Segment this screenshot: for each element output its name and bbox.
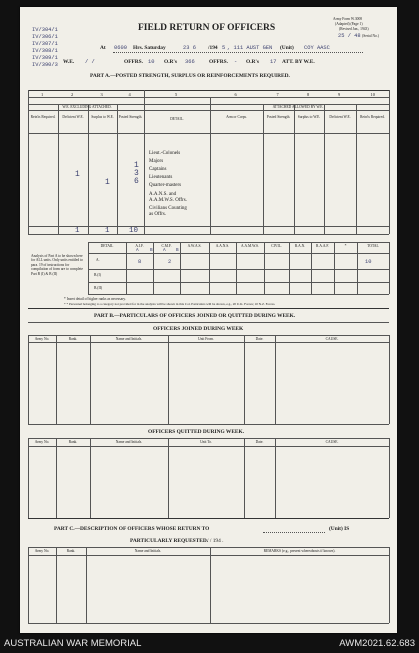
column-number: 8 bbox=[307, 92, 310, 97]
rank-label: Lieut.-Colonels bbox=[149, 151, 181, 156]
rank-label: as Offrs. bbox=[149, 212, 167, 217]
offrs-label: OFFRS. bbox=[124, 59, 144, 65]
column-header: Name and Initials. bbox=[134, 549, 162, 553]
column-header: Posted Strength. bbox=[266, 115, 291, 119]
unit-label: (Unit) bbox=[280, 45, 294, 51]
at-label: At bbox=[100, 45, 106, 51]
column-header: Rein'ts Required. bbox=[360, 115, 385, 119]
column-header: Deficient W.E. bbox=[62, 115, 84, 119]
form-title: FIELD RETURN OF OFFICERS bbox=[138, 23, 276, 33]
column-number: 1 bbox=[41, 92, 44, 97]
part-a-title: PART A.—POSTED STRENGTH, SURPLUS OR REINFORCEMENTS REQUIRED. bbox=[90, 73, 290, 79]
column-header: Deficient W.E. bbox=[329, 115, 351, 119]
year-label: /194 bbox=[208, 45, 218, 51]
column-header: Arm or Corps. bbox=[226, 115, 247, 119]
aif-letter-a: A bbox=[136, 248, 139, 253]
army-form-number: Army Form W.3008 bbox=[333, 17, 363, 21]
offrs-value: 10 bbox=[148, 59, 155, 65]
column-number: 4 bbox=[128, 92, 131, 97]
posted-value: 3 bbox=[134, 169, 139, 178]
analysis-header: A.I.F. bbox=[135, 244, 144, 248]
aif-value: 8 bbox=[138, 259, 142, 265]
footer-bar bbox=[0, 635, 419, 653]
column-header: Posted Strength. bbox=[118, 115, 143, 119]
revised-note: (Revised Jan., 1943) bbox=[339, 27, 369, 31]
total-deficient: 1 bbox=[75, 227, 80, 235]
att-label: ATT. BY W.E. bbox=[282, 59, 315, 65]
column-header: Army No. bbox=[34, 440, 50, 444]
analysis-header: A.A.M.W.S. bbox=[241, 244, 259, 248]
cmf-value: 2 bbox=[168, 259, 172, 265]
adapted-note: (Adapted) (Page 1) bbox=[335, 22, 363, 26]
we-value: / / bbox=[85, 59, 95, 65]
rank-label: Quarter-masters bbox=[149, 183, 182, 188]
stamp-line: IV/306/1 bbox=[32, 34, 58, 40]
analysis-header: TOTAL bbox=[367, 244, 379, 248]
group-we-excluding: W.E. EXCLUDING ATTACHED. bbox=[62, 105, 112, 109]
column-number: 5 bbox=[175, 92, 178, 97]
cmf-letter-b: B bbox=[176, 248, 179, 253]
ors2-label: O.R's bbox=[246, 59, 260, 65]
column-header: Rein'ts Required. bbox=[30, 115, 56, 119]
total-posted: 10 bbox=[129, 227, 139, 235]
quitted-title: OFFICERS QUITTED DURING WEEK. bbox=[148, 429, 245, 435]
column-header: Unit From. bbox=[198, 337, 214, 341]
ors-label: O.R's bbox=[164, 59, 178, 65]
analysis-header: A.W.A.S. bbox=[187, 244, 202, 248]
posted-value: 6 bbox=[134, 177, 139, 186]
column-header: Date. bbox=[255, 440, 264, 444]
form-sheet bbox=[20, 7, 397, 633]
analysis-total: 10 bbox=[365, 259, 372, 265]
column-header: CAUSE. bbox=[325, 440, 339, 444]
column-header: DETAIL. bbox=[170, 117, 184, 121]
footnote-1: * Insert detail of higher ranks as necessary. bbox=[64, 297, 126, 301]
total-surplus: 1 bbox=[105, 227, 110, 235]
part-c-date: / / 194 . bbox=[207, 538, 224, 544]
column-number: 3 bbox=[100, 92, 103, 97]
rank-label: Captains bbox=[149, 167, 167, 172]
analysis-row-b1: B.(I) bbox=[94, 273, 101, 277]
column-header: Army No. bbox=[34, 549, 50, 553]
date-value: 23 6 bbox=[183, 45, 196, 51]
analysis-row-b2: B.(II) bbox=[94, 286, 103, 290]
rank-label: Civilians Counting bbox=[149, 206, 187, 211]
footnote-2: * * Personnel belonging to a category not provided for in the analysis will be shown in this Col. Particulars will be shown, e.g., 20 U.K. Forces; 10 N.Z. Forces. bbox=[64, 302, 276, 306]
hours-label: Hrs. Saturday bbox=[133, 45, 166, 51]
part-c-title-c: PARTICULARLY REQUESTED. bbox=[130, 538, 209, 544]
unit-stamps bbox=[32, 27, 58, 69]
analysis-row-a: A. bbox=[96, 258, 100, 262]
posted-value: 1 bbox=[134, 161, 139, 170]
part-c-title-b: (Unit) IS bbox=[329, 526, 350, 532]
analysis-note: Analysis of Part A to be shown here for ALL units. Only units entitled to para. 19 of instructions for compilation of form are to complete Part B (I) & B (II) bbox=[31, 254, 83, 276]
column-header: Date. bbox=[255, 337, 264, 341]
footer-id: AWM2021.62.683 bbox=[339, 638, 415, 649]
column-header: Army No. bbox=[34, 337, 50, 341]
part-b-title: PART B.—PARTICULARS OF OFFICERS JOINED OR QUITTED DURING WEEK. bbox=[94, 313, 296, 319]
stamp-line: IV/307/1 bbox=[32, 41, 58, 47]
analysis-header: R.A.N. bbox=[294, 244, 306, 248]
column-header: Name and Initials. bbox=[115, 337, 143, 341]
hours-value: 0600 bbox=[114, 45, 127, 51]
ors2-value: 17 bbox=[270, 59, 277, 65]
offrs2-value: - bbox=[234, 59, 238, 65]
analysis-header: R.A.A.F. bbox=[316, 244, 329, 248]
column-number: 6 bbox=[234, 92, 237, 97]
unit-value: , 111 AUST GEN bbox=[227, 45, 273, 51]
stamp-line: IV/304/1 bbox=[32, 27, 58, 33]
stamp-line: IV/308/1 bbox=[32, 48, 58, 54]
serial-number: 25 / 48 bbox=[338, 33, 361, 39]
group-attached: ATTACHED ALLOWED BY W.E. bbox=[272, 105, 324, 109]
column-header: Surplus to W.E. bbox=[297, 115, 321, 119]
analysis-header: A.A.N.S. bbox=[215, 244, 230, 248]
column-number: 10 bbox=[370, 92, 375, 97]
column-number: 2 bbox=[71, 92, 74, 97]
column-number: 7 bbox=[276, 92, 279, 97]
aif-letter-b: B bbox=[150, 248, 153, 253]
column-number: 9 bbox=[338, 92, 341, 97]
serial-label: (Serial No.) bbox=[362, 34, 379, 38]
column-header: CAUSE. bbox=[325, 337, 339, 341]
offrs2-label: OFFRS. bbox=[209, 59, 229, 65]
column-header: Surplus to W.E. bbox=[91, 115, 114, 119]
surplus-value: 1 bbox=[105, 178, 110, 187]
stamp-line: IV/309/1 bbox=[32, 55, 58, 61]
unit-tail: COY AASC bbox=[304, 45, 330, 51]
column-header: REMARKS (e.g., present whereabouts if known). bbox=[263, 549, 336, 553]
cmf-letter-a: A bbox=[163, 248, 166, 253]
analysis-header: C.M.F. bbox=[161, 244, 172, 248]
part-c-title-a: PART C.—DESCRIPTION OF OFFICERS WHOSE RETURN TO bbox=[54, 526, 210, 532]
year-value: 5 bbox=[222, 45, 226, 51]
footer-source: AUSTRALIAN WAR MEMORIAL bbox=[4, 638, 142, 649]
deficient-value: 1 bbox=[75, 170, 80, 179]
column-header: Rank. bbox=[68, 337, 78, 341]
column-header: Rank. bbox=[68, 440, 78, 444]
column-header: Unit To. bbox=[200, 440, 212, 444]
rank-label: A.A.M.W.S. Offrs. bbox=[149, 198, 187, 203]
stamp-line: IV/390/3 bbox=[32, 62, 58, 68]
rank-label: Majors bbox=[149, 159, 164, 164]
column-header: Rank. bbox=[66, 549, 76, 553]
rank-label: A.A.N.S. and bbox=[149, 192, 177, 197]
ors-value: 366 bbox=[185, 59, 195, 65]
posted-values bbox=[134, 162, 139, 186]
we-label: W.E. bbox=[63, 59, 75, 65]
analysis-header: DETAIL bbox=[100, 244, 114, 248]
joined-title: OFFICERS JOINED DURING WEEK bbox=[153, 326, 244, 332]
rank-label: Lieutenants bbox=[149, 175, 173, 180]
column-header: Name and Initials. bbox=[115, 440, 143, 444]
rank-list bbox=[149, 150, 187, 218]
analysis-header: CIVIL. bbox=[271, 244, 282, 248]
analysis-header: * bbox=[344, 244, 347, 248]
